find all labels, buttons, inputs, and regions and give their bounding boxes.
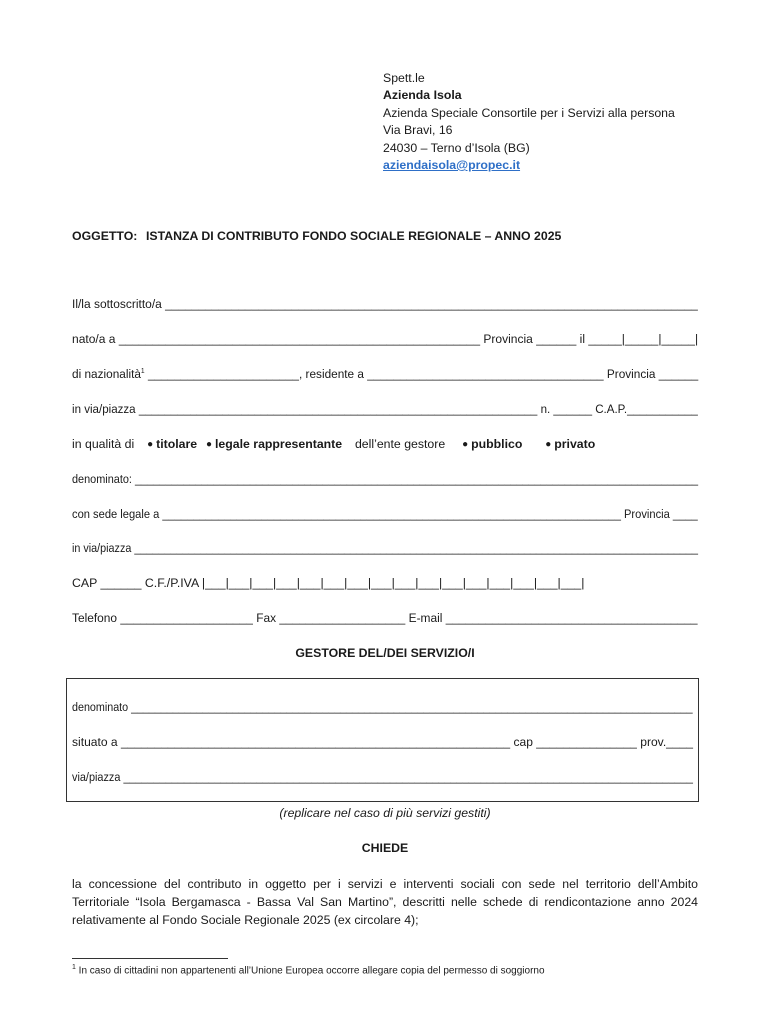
field-nato[interactable]: nato/a a ______________________________________________________ Provincia ______ il _____|_____|_____| <box>72 332 699 346</box>
ente-gestore-label: dell’ente gestore <box>354 437 446 451</box>
footnote <box>72 964 545 976</box>
gestore-note: (replicare nel caso di più servizi gestiti) <box>279 806 491 820</box>
subject-line <box>72 229 561 243</box>
nazionalita-label: di nazionalità <box>72 367 141 381</box>
field-cap-piva[interactable]: CAP ______ C.F./P.IVA |___|___|___|___|___|___|___|___|___|___|___|___|___|___|___|___| <box>72 576 585 590</box>
addressee-email-link[interactable]: aziendaisola@propec.it <box>383 158 521 173</box>
option-pubblico[interactable]: ● pubblico <box>462 437 523 451</box>
field-via-sede[interactable]: in via/piazza ______________________________________________________________________________________________ <box>72 541 698 555</box>
addressee-city: 24030 – Terno d’Isola (BG) <box>383 140 530 155</box>
footnote-ref: 1 <box>140 367 145 375</box>
addressee-description: Azienda Speciale Consortile per i Servizi alla persona <box>383 105 675 120</box>
field-contatti[interactable]: Telefono ____________________ Fax ___________________ E-mail ______________________________________ <box>72 611 698 625</box>
field-sede-legale[interactable]: con sede legale a __________________________________________________________________________ Provincia ____ <box>72 507 698 521</box>
gestore-box <box>66 678 699 802</box>
bullet-icon: ● <box>147 439 154 450</box>
subject-label: OGGETTO: <box>72 229 138 243</box>
addressee-block <box>383 70 675 174</box>
gestore-field-situato[interactable]: situato a __________________________________________________________ cap _______________ prov.____ <box>72 735 694 749</box>
option-titolare[interactable]: ● titolare <box>147 437 198 451</box>
qualita-label: in qualità di <box>72 437 135 451</box>
footnote-separator <box>72 958 228 959</box>
option-privato[interactable]: ● privato <box>545 437 596 451</box>
gestore-field-denominato[interactable]: denominato ______________________________________________________________________________________________ <box>72 700 693 714</box>
bullet-icon: ● <box>462 439 469 450</box>
field-via-residenza[interactable]: in via/piazza ______________________________________________________________ n. ______ C.A.P.___________ <box>72 402 698 416</box>
nazionalita-residenza: _______________________, residente a ____________________________________ Provincia ______ <box>144 367 699 381</box>
bullet-icon: ● <box>545 439 552 450</box>
field-sottoscritto[interactable]: Il/la sottoscritto/a ________________________________________________________________________________ <box>72 297 698 311</box>
chiede-heading: CHIEDE <box>361 841 409 855</box>
field-qualita <box>72 437 595 451</box>
chiede-paragraph: la concessione del contributo in oggetto per i servizi e interventi sociali con sede nel territorio dell’Ambito Territoriale “Isola Bergamasca - Bassa Val San Martino”, descritti nelle schede di rendicontazione anno 2024 relativamente al Fondo Sociale Regionale 2025 (ex circolare 4); <box>72 877 698 927</box>
subject-text: ISTANZA DI CONTRIBUTO FONDO SOCIALE REGIONALE – ANNO 2025 <box>146 229 562 243</box>
footnote-mark: 1 <box>72 964 76 971</box>
addressee-street: Via Bravi, 16 <box>383 123 453 138</box>
footnote-text: In caso di cittadini non appartenenti all’Unione Europea occorre allegare copia del permesso di soggiorno <box>75 965 545 977</box>
gestore-heading: GESTORE DEL/DEI SERVIZIO/I <box>295 646 475 660</box>
option-legale-rappresentante[interactable]: ● legale rappresentante <box>205 437 343 451</box>
field-denominato[interactable]: denominato: _____________________________________________________________________________________________ <box>72 472 699 486</box>
field-nazionalita[interactable] <box>72 367 698 381</box>
addressee-salutation: Spett.le <box>383 71 425 85</box>
gestore-field-via[interactable]: via/piazza ______________________________________________________________________________________________ <box>72 770 693 784</box>
addressee-name: Azienda Isola <box>383 88 462 103</box>
bullet-icon: ● <box>205 439 212 450</box>
